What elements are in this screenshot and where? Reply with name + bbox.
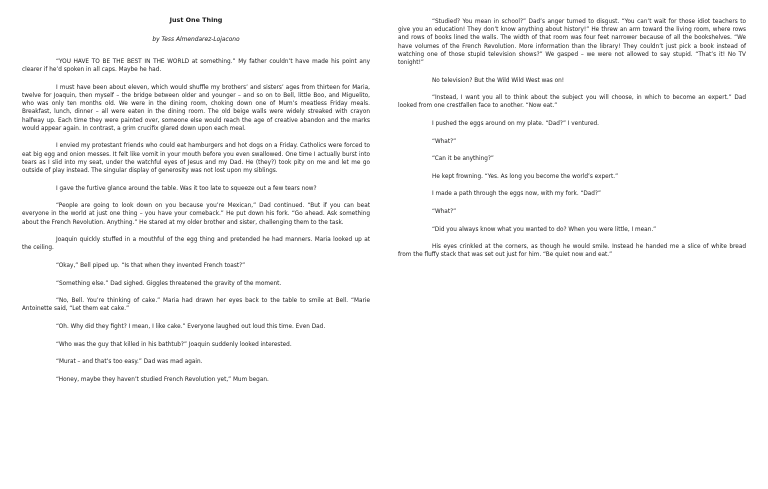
paragraph: Joaquin quickly stuffed in a mouthful of the egg thing and pretended he had manners. Maria looked up at the ceiling. xyxy=(22,237,370,252)
paragraph: “Oh. Why did they fight? I mean, I like cake.” Everyone laughed out loud this time. Even Dad. xyxy=(56,323,326,330)
paragraph: “People are going to look down on you because you’re Mexican,” Dad continued. “But if you can beat everyone in the world at just one thing – you have your comeback.” He put down his fork. “Go ahead. Ask something about the French Revolution. Anything.” He stared at my older brother and sister, challenging them to the task. xyxy=(22,203,370,226)
story-title: Just One Thing xyxy=(169,16,223,24)
paragraph: I made a path through the eggs now, with my fork. “Dad?” xyxy=(432,191,601,198)
paragraph: “Something else.” Dad sighed. Giggles threatened the gravity of the moment. xyxy=(56,280,282,287)
paragraph: I pushed the eggs around on my plate. “Dad?” I ventured. xyxy=(432,121,600,127)
paragraph: “Honey, maybe they haven’t studied French Revolution yet,” Mum began. xyxy=(56,376,269,383)
paragraph: “Can it be anything?” xyxy=(432,156,494,163)
paragraph: “Who was the guy that killed in his bathtub?” Joaquin suddenly looked interested. xyxy=(56,341,292,348)
paragraph: I must have been about eleven, which would shuffle my brothers’ and sisters’ ages from thirteen for Maria, twelve for Joaquin, then myself – the bridge between older and younger – and so on to Bell, little Boo, and Miguelito, who was only ten months old. We were in the dining room, choking down one of Mum’s meatless Friday meals. Breakfast, lunch, dinner – all were eaten in the dining room. The old beige walls were widely streaked with crayon halfway up. Each time they were painted over, someone else would reach the age of creative abandon and the marks would appear again. In contrast, a grim crucifix glared down upon each meal. xyxy=(22,84,370,132)
paragraph: “Instead, I want you all to think about the subject you will choose, in which to become an expert.” Dad looked from one crestfallen face to another. “Now eat.” xyxy=(398,95,746,110)
paragraph: “Did you always know what you wanted to do? When you were little, I mean.” xyxy=(432,226,657,233)
paragraph: I gave the furtive glance around the table. Was it too late to squeeze out a few tears now? xyxy=(56,185,317,192)
paragraph: “YOU HAVE TO BE THE BEST IN THE WORLD at something.” My father couldn’t have made his point any clearer if he’d spoken in all caps. Maybe he had. xyxy=(22,59,370,74)
left-column xyxy=(22,0,370,393)
paragraph: I envied my protestant friends who could eat hamburgers and hot dogs on a Friday. Catholics were forced to eat big egg and onion messes. It felt like vomit in your mouth before you even swallowed. One time I actually burst into tears as I slid into my seat, under the watchful eyes of Jesus and my Dad. He (they?) took pity on me and let me go outside of play instead. The singular display of generosity was not lost upon my siblings. xyxy=(22,143,370,175)
paragraph: His eyes crinkled at the corners, as though he would smile. Instead he handed me a slice of white bread from the fluffy stack that was set out just for him. “Be quiet now and eat.” xyxy=(398,244,746,259)
paragraph: “What?” xyxy=(432,138,457,145)
paragraph: No television? But the Wild Wild West was on! xyxy=(432,77,565,84)
paragraph: “Okay,” Bell piped up. “Is that when they invented French toast?” xyxy=(56,263,246,269)
paragraph: “No, Bell. You’re thinking of cake.” Maria had drawn her eyes back to the table to smile at Bell. “Marie Antoinette said, “Let them eat cake.” xyxy=(22,298,370,313)
paragraph: “Murat – and that’s too easy.” Dad was mad again. xyxy=(56,359,203,366)
right-column xyxy=(398,0,746,269)
paragraph: “Studied? You mean in school?” Dad’s anger turned to disgust. “You can’t wait for those idiot teachers to give you an education! They don’t know anything about history!” He threw an arm toward the living room, where rows and rows of books lined the walls. The width of that room was four feet narrower because of all the bookshelves. “We have volumes of the French Revolution. More information than the library! They couldn’t just pick a book instead of watching one of those stupid television shows?” We gasped – we were not allowed to say stupid. “That’s it! No TV tonight!” xyxy=(398,19,746,67)
paragraph: “What?” xyxy=(432,208,457,215)
paragraph: He kept frowning. “Yes. As long you become the world’s expert.” xyxy=(432,173,619,180)
story-author: by Tess Almendarez-Lojacono xyxy=(152,37,240,43)
